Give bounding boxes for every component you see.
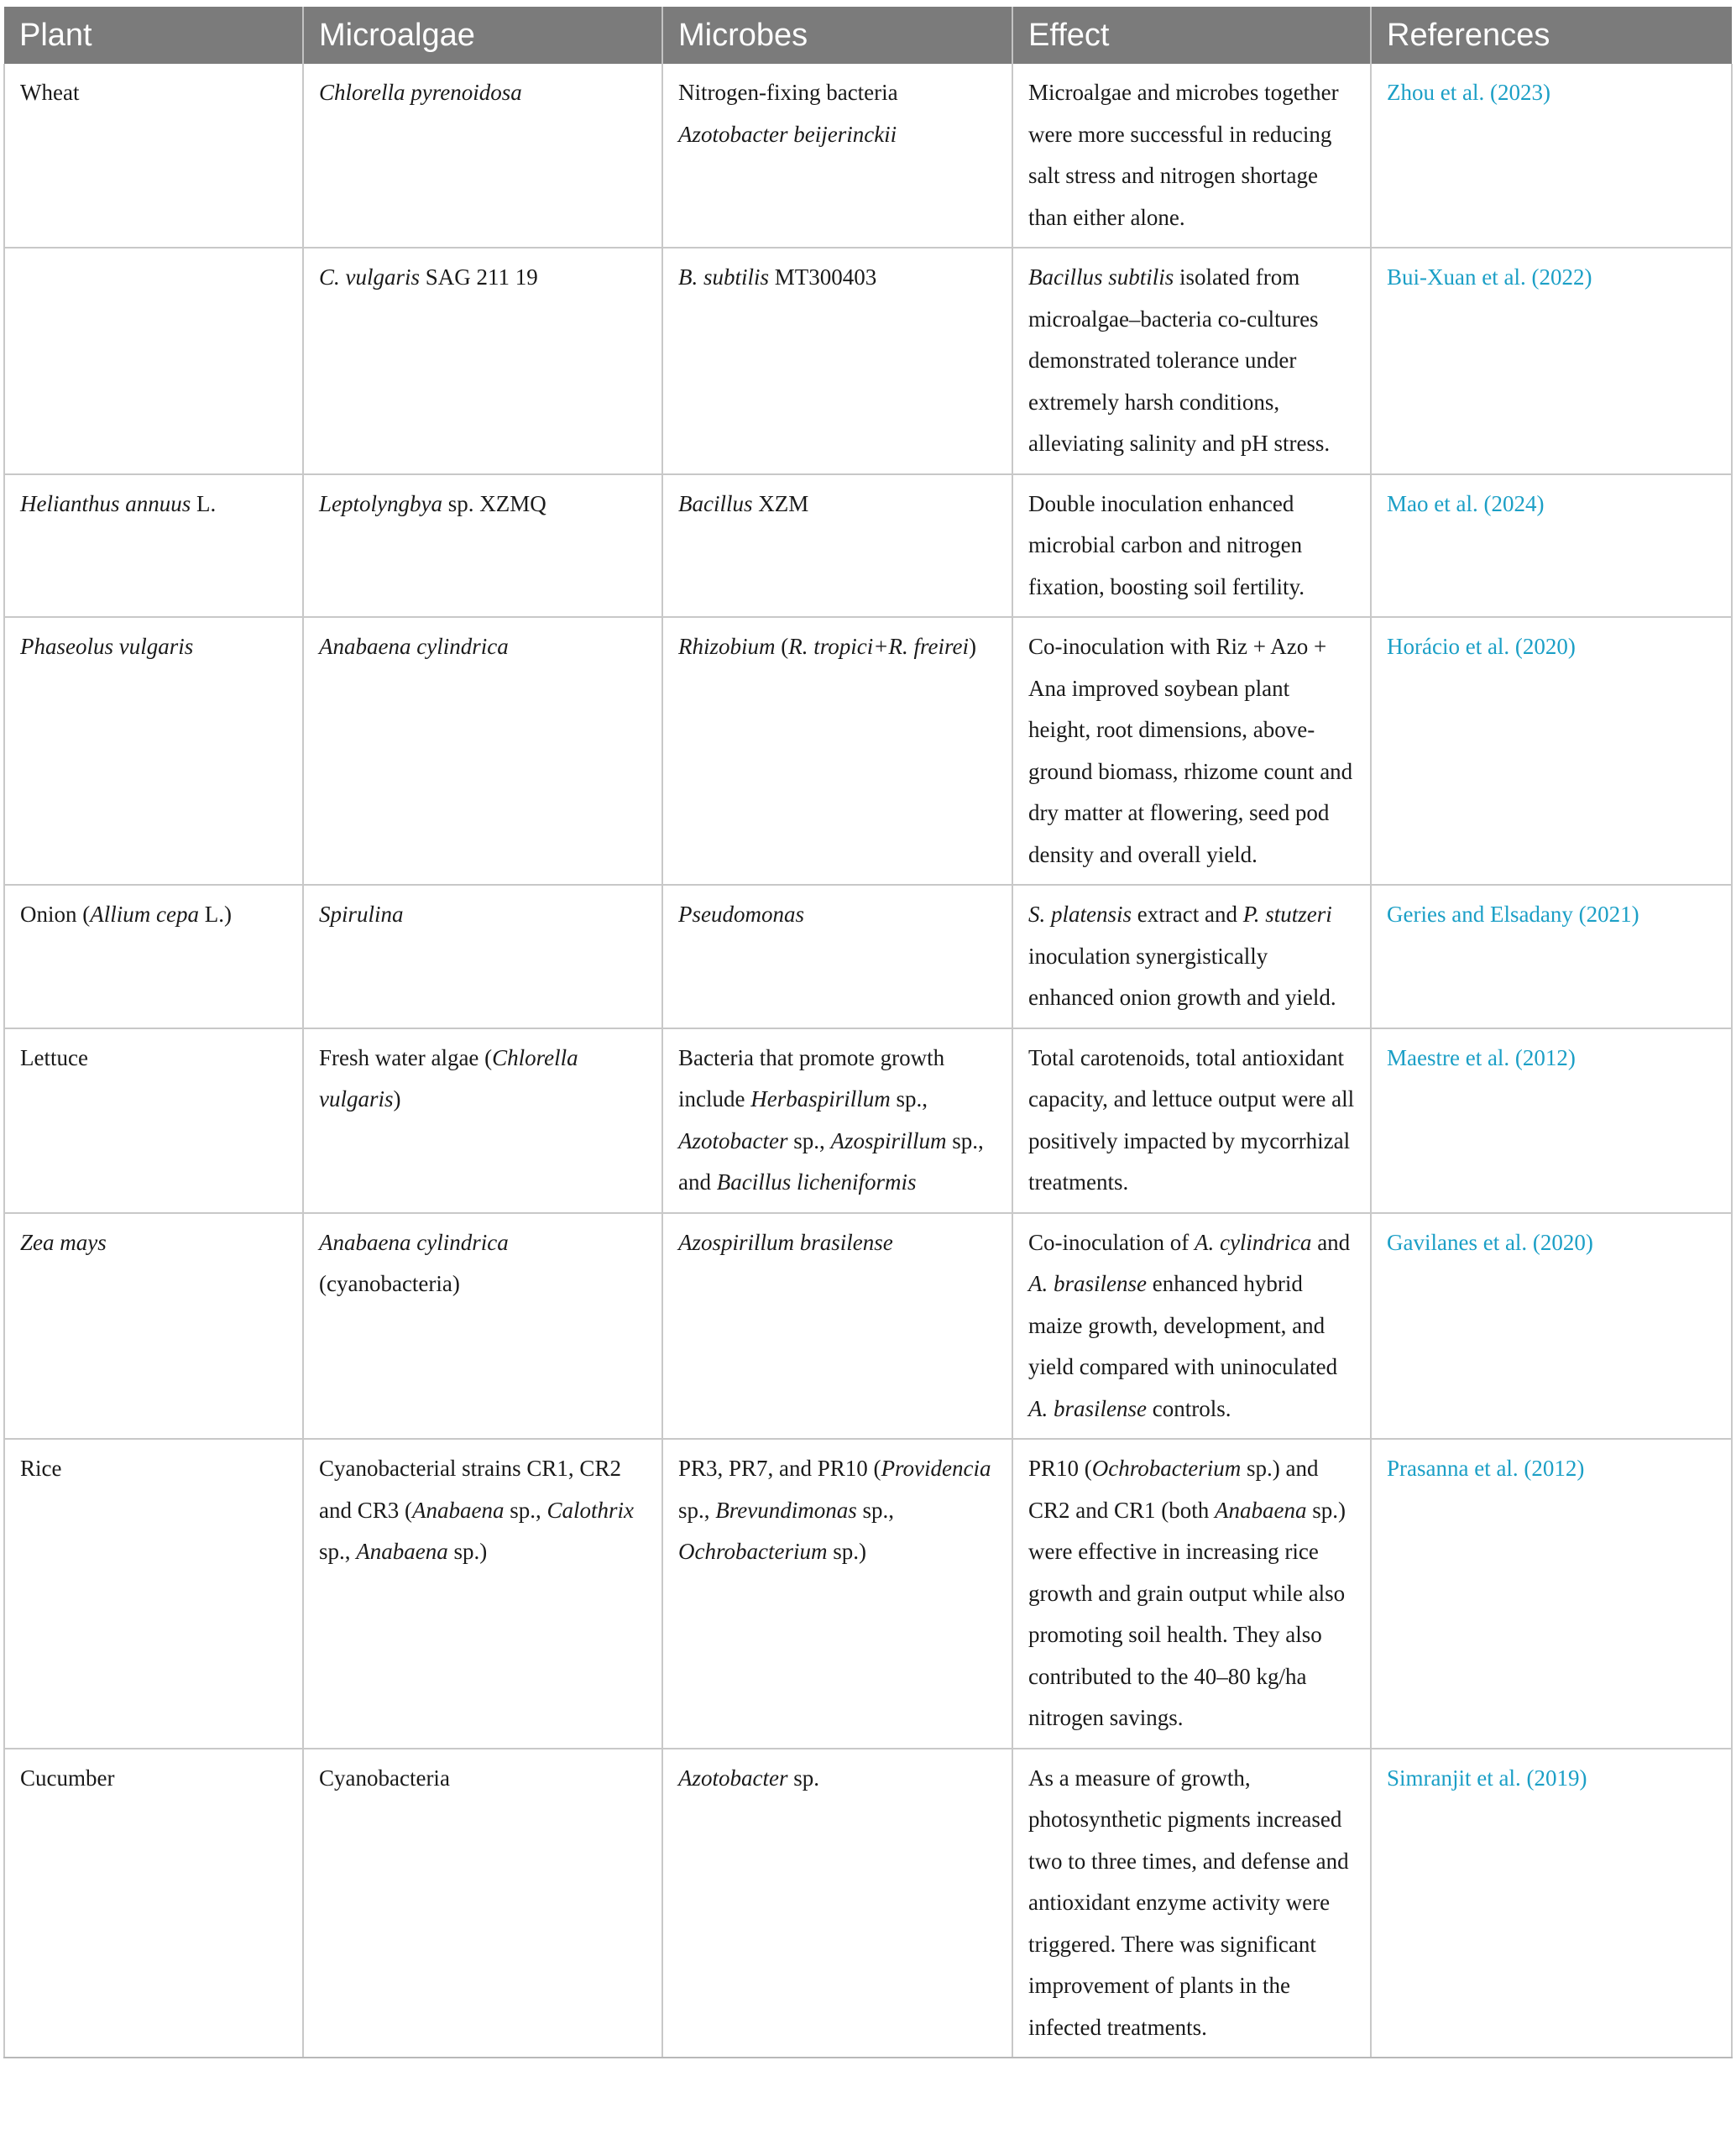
italic-text: Chlorella vulgaris — [319, 1044, 578, 1111]
plant-cell — [4, 474, 303, 618]
header-row — [4, 7, 1732, 64]
cell-text: Cucumber — [20, 1765, 115, 1791]
italic-text: R. tropici+R. freirei — [788, 634, 969, 659]
italic-text: Bacillus — [678, 490, 753, 516]
reference-cell — [1371, 1439, 1732, 1749]
cell-text: Onion ( — [20, 902, 91, 927]
cell-text: sp., — [787, 1127, 831, 1153]
reference-cell — [1371, 617, 1732, 885]
cell-text: and — [1311, 1229, 1351, 1255]
cell-text: sp., — [890, 1086, 928, 1111]
table-header — [4, 7, 1732, 64]
cell-text: ( — [775, 634, 789, 659]
cell-text: extract and — [1132, 902, 1243, 927]
cell-text: MT300403 — [769, 264, 877, 290]
table-row — [4, 474, 1732, 618]
microbes-cell — [662, 885, 1012, 1028]
microalgae-cell — [303, 1213, 662, 1440]
cell-text: Total carotenoids, total antioxidant capacity, and lettuce output were all positively impacted by mycorrhizal treatments. — [1028, 1044, 1355, 1195]
reference-cell — [1371, 885, 1732, 1028]
reference-link[interactable]: Horácio et al. (2020) — [1387, 634, 1576, 659]
microbes-cell — [662, 64, 1012, 248]
plant-cell — [4, 248, 303, 474]
microbes-cell — [662, 1213, 1012, 1440]
cell-text: enhanced hybrid maize growth, development, and yield compared with uninoculated — [1028, 1271, 1338, 1379]
reference-cell — [1371, 1213, 1732, 1440]
cell-text: ) — [968, 634, 976, 659]
italic-text: Azospirillum brasilense — [678, 1229, 893, 1255]
header-microalgae: Microalgae — [303, 7, 662, 64]
cell-text: sp., — [504, 1497, 547, 1523]
cell-text: SAG 211 19 — [420, 264, 538, 290]
microbes-cell — [662, 1749, 1012, 2058]
italic-text: Bacillus subtilis — [1028, 264, 1174, 290]
italic-text: Ochrobacterium — [678, 1539, 828, 1564]
italic-text: A. brasilense — [1028, 1271, 1147, 1296]
plant-cell — [4, 885, 303, 1028]
italic-text: Anabaena cylindrica — [319, 634, 509, 659]
cell-text: sp.) were effective in increasing rice growth and grain output while also promoting soil health. They also contributed to the 40–80 kg/ha nitrogen savings. — [1028, 1497, 1346, 1730]
effect-cell — [1012, 1028, 1371, 1213]
data-table — [3, 7, 1733, 2058]
cell-text: Lettuce — [20, 1044, 88, 1070]
cell-text: PR3, PR7, and PR10 ( — [678, 1456, 881, 1481]
italic-text: Spirulina — [319, 902, 404, 927]
microalgae-cell — [303, 474, 662, 618]
italic-text: Rhizobium — [678, 634, 776, 659]
header-microbes: Microbes — [662, 7, 1012, 64]
reference-link[interactable]: Mao et al. (2024) — [1387, 490, 1545, 516]
reference-link[interactable]: Simranjit et al. (2019) — [1387, 1765, 1587, 1791]
reference-cell — [1371, 1028, 1732, 1213]
cell-text: PR10 ( — [1028, 1456, 1092, 1481]
effect-cell — [1012, 474, 1371, 618]
microalgae-cell — [303, 1749, 662, 2058]
cell-text: isolated from microalgae–bacteria co-cultures demonstrated tolerance under extremely harsh conditions, alleviating salinity and pH stress. — [1028, 264, 1331, 456]
cell-text: Co-inoculation with Riz + Azo + Ana improved soybean plant height, root dimensions, above-ground biomass, rhizome count and dry matter at flowering, seed pod density and overall yield. — [1028, 634, 1353, 867]
italic-text: Azospirillum — [830, 1127, 947, 1153]
italic-text: B. subtilis — [678, 264, 770, 290]
microbes-cell — [662, 617, 1012, 885]
effect-cell — [1012, 248, 1371, 474]
italic-text: Anabaena — [1215, 1497, 1307, 1523]
cell-text: (cyanobacteria) — [319, 1271, 460, 1296]
cell-text: Nitrogen-fixing bacteria — [678, 80, 898, 105]
microalgae-cell — [303, 1439, 662, 1749]
cell-text: sp. XZMQ — [442, 490, 546, 516]
cell-text: sp.) — [447, 1539, 488, 1564]
table-row — [4, 64, 1732, 248]
table-row — [4, 617, 1732, 885]
italic-text: A. cylindrica — [1194, 1229, 1312, 1255]
header-effect: Effect — [1012, 7, 1371, 64]
italic-text: Ochrobacterium — [1091, 1456, 1242, 1481]
cell-text: L.) — [198, 902, 232, 927]
cell-text: Rice — [20, 1456, 62, 1481]
header-plant: Plant — [4, 7, 303, 64]
cell-text: sp., — [856, 1497, 895, 1523]
microbes-cell — [662, 474, 1012, 618]
plant-cell — [4, 1749, 303, 2058]
cell-text: Cyanobacteria — [319, 1765, 450, 1791]
table-row — [4, 1439, 1732, 1749]
italic-text: Anabaena — [356, 1539, 448, 1564]
italic-text: Pseudomonas — [678, 902, 804, 927]
cell-text: L. — [191, 490, 217, 516]
cell-text: sp., and — [678, 1127, 984, 1195]
plant-cell — [4, 1213, 303, 1440]
italic-text: Zea mays — [20, 1229, 107, 1255]
italic-text: Azotobacter — [678, 1127, 788, 1153]
effect-cell — [1012, 617, 1371, 885]
table-row — [4, 1749, 1732, 2058]
italic-text: Bacillus licheniformis — [716, 1169, 917, 1195]
cell-text: controls. — [1147, 1395, 1231, 1421]
reference-link[interactable]: Zhou et al. (2023) — [1387, 80, 1550, 105]
table-row — [4, 1213, 1732, 1440]
cell-text: ) — [393, 1086, 401, 1111]
reference-cell — [1371, 474, 1732, 618]
italic-text: Azotobacter beijerinckii — [678, 121, 897, 147]
microbes-cell — [662, 1028, 1012, 1213]
cell-text: Microalgae and microbes together were more successful in reducing salt stress and nitrogen shortage than either alone. — [1028, 80, 1339, 230]
italic-text: Phaseolus vulgaris — [20, 634, 194, 659]
italic-text: Chlorella pyrenoidosa — [319, 80, 522, 105]
microalgae-cell — [303, 64, 662, 248]
italic-text: C. vulgaris — [319, 264, 421, 290]
italic-text: Allium cepa — [90, 902, 199, 927]
italic-text: Providencia — [881, 1456, 991, 1481]
table-row — [4, 885, 1732, 1028]
cell-text: As a measure of growth, photosynthetic pigments increased two to three times, and defense and antioxidant enzyme activity were triggered. There was significant improvement of plants in the infected treatments. — [1028, 1765, 1349, 2040]
effect-cell — [1012, 885, 1371, 1028]
reference-link[interactable]: Gavilanes et al. (2020) — [1387, 1229, 1593, 1255]
header-references: References — [1371, 7, 1732, 64]
italic-text: Helianthus annuus — [20, 490, 191, 516]
effect-cell — [1012, 64, 1371, 248]
italic-text: Anabaena — [412, 1497, 505, 1523]
table-row — [4, 248, 1732, 474]
microalgae-cell — [303, 248, 662, 474]
cell-text: Cyanobacterial strains CR1, CR2 and CR3 ( — [319, 1456, 621, 1523]
italic-text: Leptolyngbya — [319, 490, 442, 516]
effect-cell — [1012, 1213, 1371, 1440]
cell-text: sp. — [787, 1765, 819, 1791]
microalgae-cell — [303, 617, 662, 885]
microbes-cell — [662, 1439, 1012, 1749]
plant-cell — [4, 617, 303, 885]
cell-text: XZM — [752, 490, 809, 516]
reference-cell — [1371, 64, 1732, 248]
reference-link[interactable]: Prasanna et al. (2012) — [1387, 1456, 1585, 1481]
cell-text: Double inoculation enhanced microbial carbon and nitrogen fixation, boosting soil fertility. — [1028, 490, 1305, 599]
table-body — [4, 64, 1732, 2058]
reference-cell — [1371, 248, 1732, 474]
italic-text: Azotobacter — [678, 1765, 788, 1791]
cell-text: sp.) — [827, 1539, 866, 1564]
cell-text: Wheat — [20, 80, 80, 105]
plant-cell — [4, 1028, 303, 1213]
effect-cell — [1012, 1439, 1371, 1749]
italic-text: S. platensis — [1028, 902, 1132, 927]
plant-cell — [4, 64, 303, 248]
effect-cell — [1012, 1749, 1371, 2058]
cell-text: Co-inoculation of — [1028, 1229, 1195, 1255]
italic-text: Calothrix — [546, 1497, 635, 1523]
cell-text: inoculation synergistically enhanced onion growth and yield. — [1028, 943, 1336, 1010]
italic-text: A. brasilense — [1028, 1395, 1147, 1421]
cell-text: sp., — [678, 1497, 716, 1523]
italic-text: Herbaspirillum — [750, 1086, 891, 1111]
reference-link[interactable]: Geries and Elsadany (2021) — [1387, 902, 1639, 927]
cell-text: sp.) and CR2 and CR1 (both — [1028, 1456, 1319, 1523]
italic-text: Anabaena cylindrica — [319, 1229, 509, 1255]
italic-text: P. stutzeri — [1242, 902, 1332, 927]
reference-link[interactable]: Maestre et al. (2012) — [1387, 1044, 1576, 1070]
plant-cell — [4, 1439, 303, 1749]
reference-cell — [1371, 1749, 1732, 2058]
italic-text: Brevundimonas — [715, 1497, 857, 1523]
cell-text: sp., — [319, 1539, 357, 1564]
microalgae-cell — [303, 885, 662, 1028]
cell-text: Bacteria that promote growth include — [678, 1044, 945, 1111]
table-row — [4, 1028, 1732, 1213]
microalgae-cell — [303, 1028, 662, 1213]
reference-link[interactable]: Bui-Xuan et al. (2022) — [1387, 264, 1592, 290]
microbes-cell — [662, 248, 1012, 474]
cell-text: Fresh water algae ( — [319, 1044, 493, 1070]
